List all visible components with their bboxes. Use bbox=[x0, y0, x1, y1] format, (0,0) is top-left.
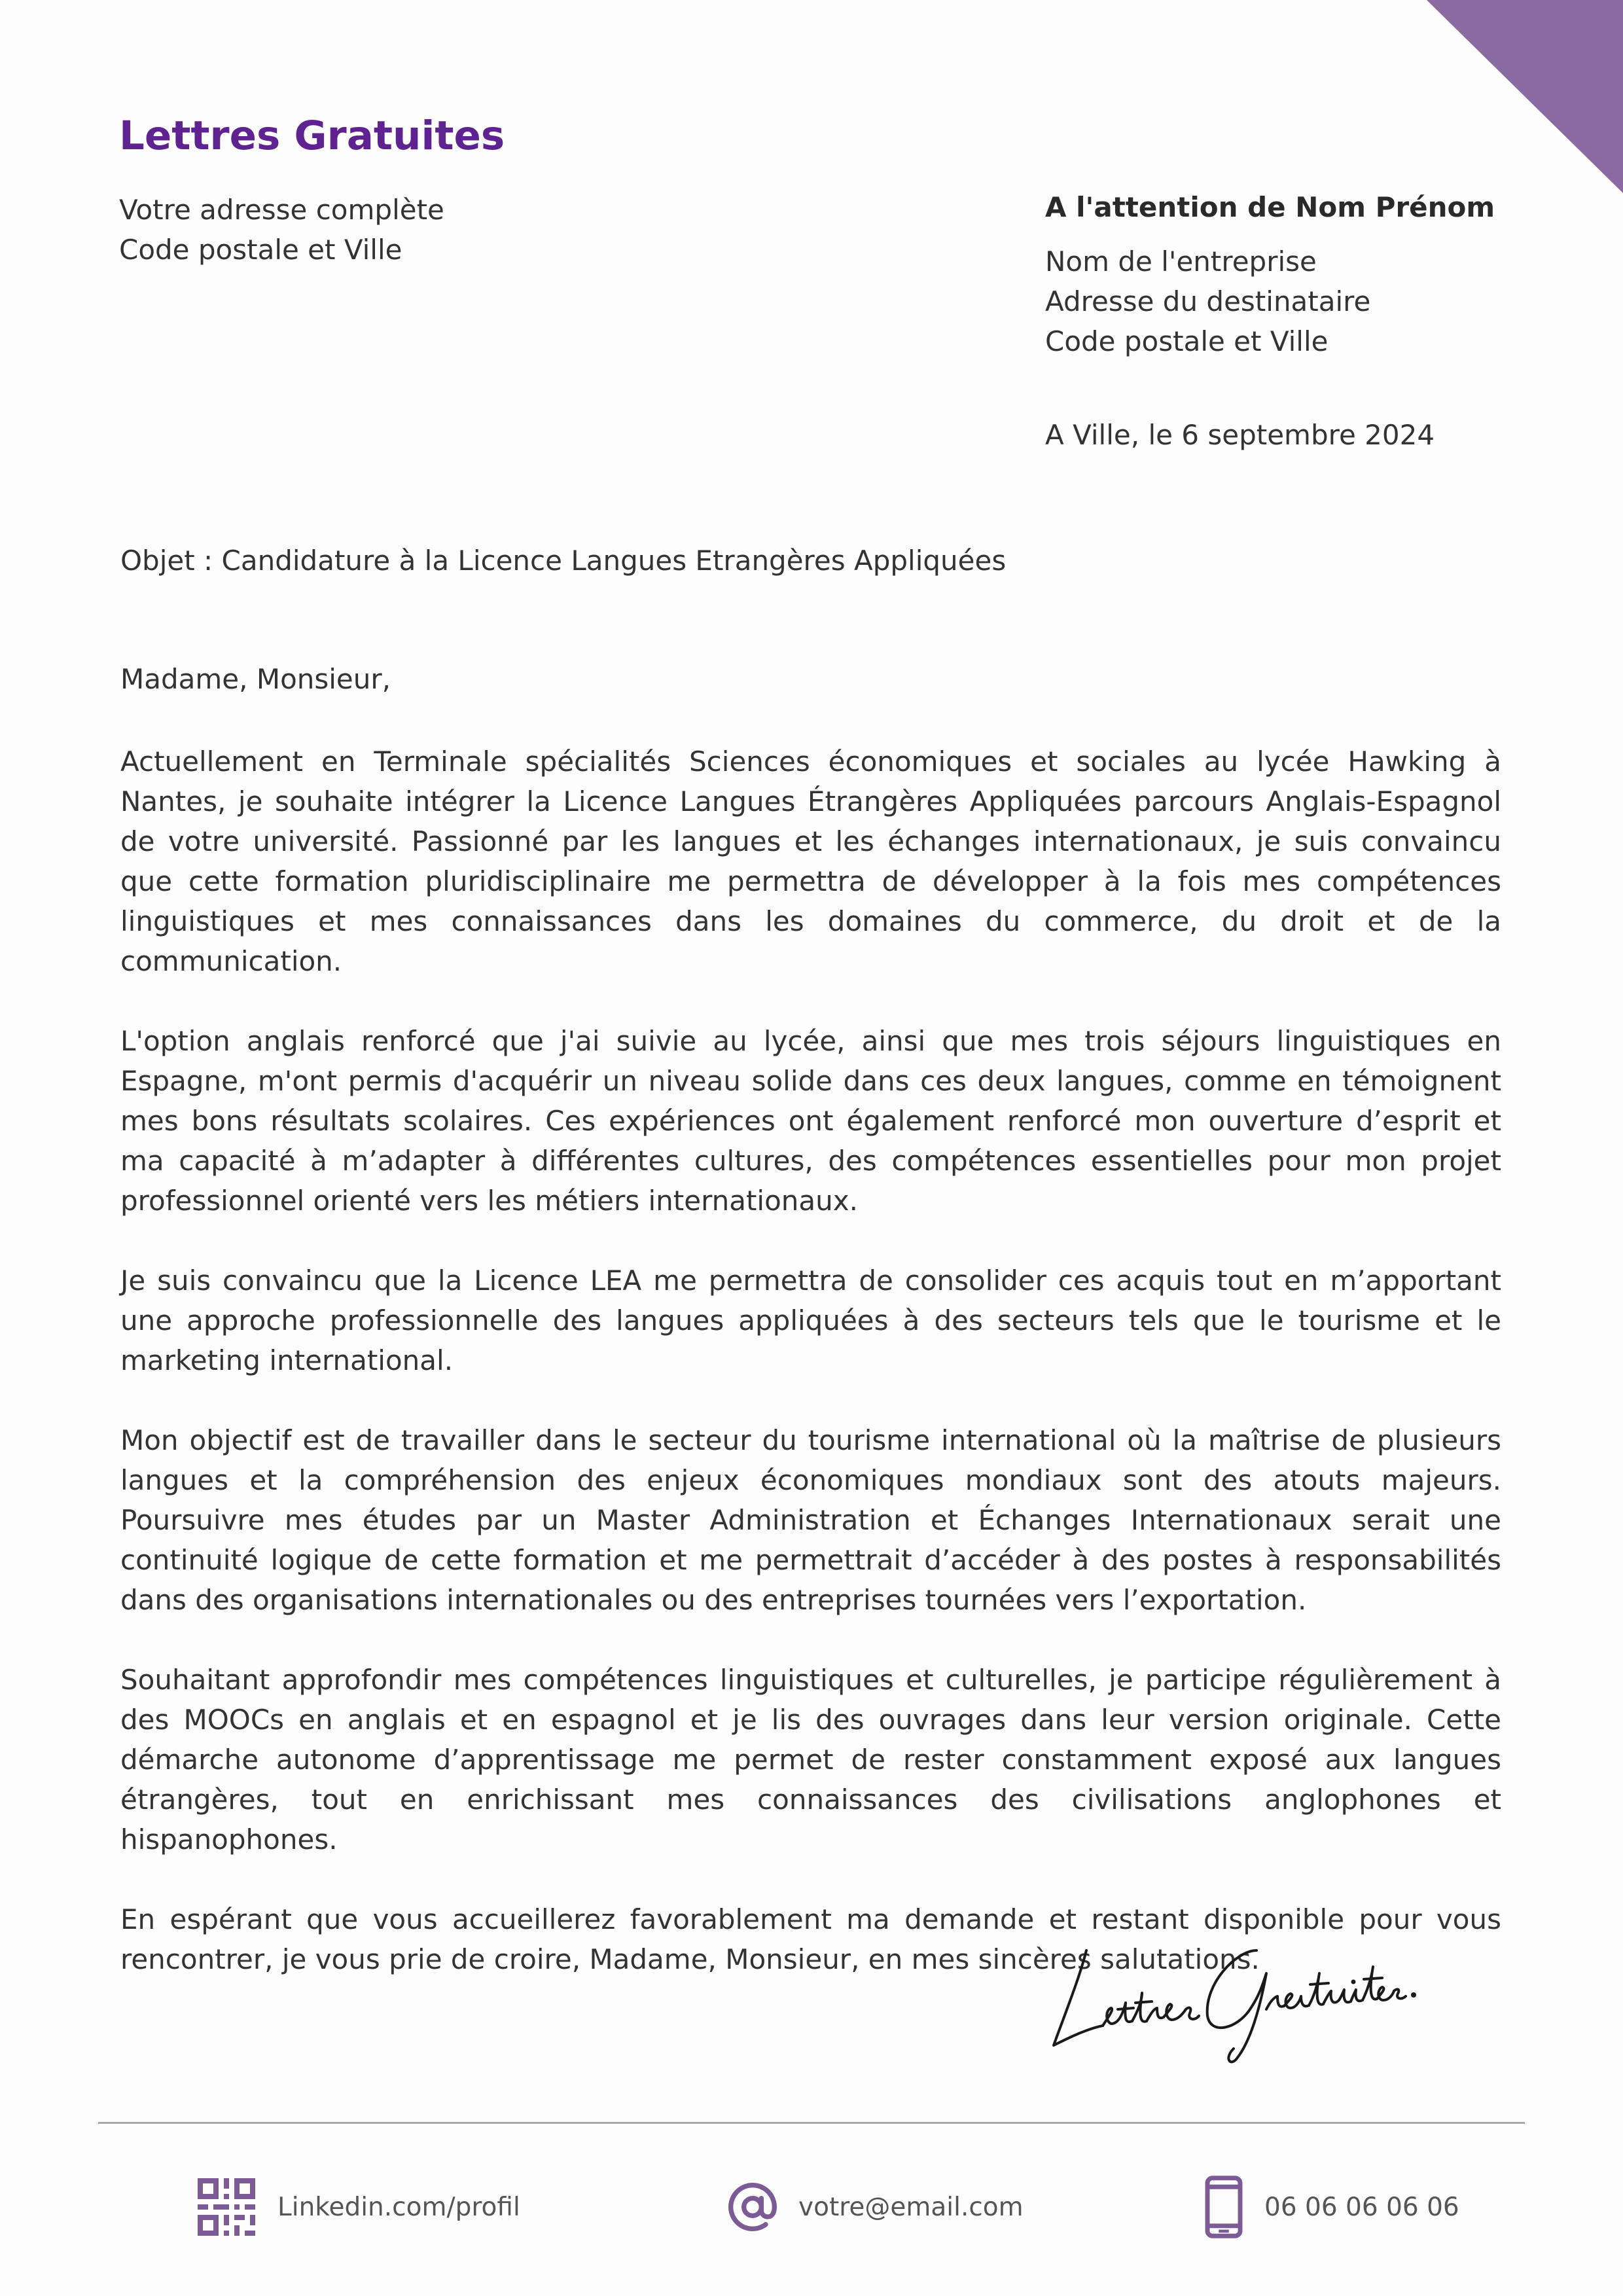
paragraph: Mon objectif est de travailler dans le secteur du tourisme international où la maîtrise de plusieurs langues et la compréhension des enjeux économiques mondiaux sont des atouts majeurs. Poursuivre mes études par un Master Administration et Échanges Internationaux serait une continuité logique de cette formation et me permettrait d’accéder à des postes à responsabilités dans des organisations internationales ou des entreprises tournées vers l’exportation. bbox=[120, 1424, 1501, 1616]
phone-text: 06 06 06 06 06 bbox=[1264, 2192, 1459, 2222]
salutation: Madame, Monsieur, bbox=[120, 663, 391, 695]
sender-name: Lettres Gratuites bbox=[119, 113, 505, 159]
letter-body bbox=[120, 742, 1501, 2019]
recipient-attention: A l'attention de Nom Prénom bbox=[1045, 191, 1495, 223]
paragraph: Actuellement en Terminale spécialités Sciences économiques et sociales au lycée Hawking à Nantes, je souhaite intégrer la Licence Langues Étrangères Appliquées parcours Anglais-Espagnol de votre université. Passionné par les langues et les échanges internationaux, je suis convaincu que cette formation pluridisciplinaire me permettra de développer à la fois mes compétences linguistiques et mes connaissances dans les domaines du commerce, du droit et de la communication. bbox=[120, 745, 1501, 977]
sender-address-line1: Votre adresse complète bbox=[119, 194, 444, 226]
paragraph: En espérant que vous accueillerez favorablement ma demande et restant disponible pour vous rencontrer, je vous prie de croire, Madame, Monsieur, en mes sincères salutations. bbox=[120, 1903, 1501, 1975]
qr-code-icon bbox=[195, 2176, 258, 2238]
at-sign-icon bbox=[726, 2181, 779, 2233]
email-text: votre@email.com bbox=[798, 2192, 1024, 2222]
recipient-block bbox=[1045, 187, 1495, 361]
paragraph: Je suis convaincu que la Licence LEA me permettra de consolider ces acquis tout en m’apportant une approche professionnelle des langues appliquées à des secteurs tels que le tourisme et le marketing international. bbox=[120, 1265, 1501, 1376]
recipient-address: Adresse du destinataire bbox=[1045, 285, 1371, 317]
letter-date: A Ville, le 6 septembre 2024 bbox=[1045, 419, 1435, 451]
smartphone-icon bbox=[1203, 2174, 1245, 2240]
letter-object: Objet : Candidature à la Licence Langues Etrangères Appliquées bbox=[120, 545, 1007, 577]
footer-email[interactable] bbox=[726, 2174, 1024, 2240]
sender-address-line2: Code postale et Ville bbox=[119, 234, 402, 266]
paragraph: Souhaitant approfondir mes compétences linguistiques et culturelles, je participe régulièrement à des MOOCs en anglais et en espagnol et je lis des ouvrages dans leur version originale. Cette démarche autonome d’apprentissage me permet de rester constamment exposé aux langues étrangères, tout en enrichissant mes connaissances des civilisations anglophones et hispanophones. bbox=[120, 1664, 1501, 1856]
recipient-company: Nom de l'entreprise bbox=[1045, 245, 1317, 278]
recipient-city: Code postale et Ville bbox=[1045, 325, 1329, 357]
footer-divider bbox=[98, 2122, 1525, 2124]
sender-address bbox=[119, 190, 444, 270]
paragraph: L'option anglais renforcé que j'ai suivie au lycée, ainsi que mes trois séjours linguistiques en Espagne, m'ont permis d'acquérir un niveau solide dans ces deux langues, comme en témoignent mes bons résultats scolaires. Ces expériences ont également renforcé mon ouverture d’esprit et ma capacité à m’adapter à différentes cultures, des compétences essentielles pour mon projet professionnel orienté vers les métiers internationaux. bbox=[120, 1025, 1501, 1217]
handwritten-signature bbox=[1041, 1911, 1420, 2068]
corner-decoration bbox=[1427, 0, 1623, 193]
linkedin-text: Linkedin.com/profil bbox=[277, 2192, 520, 2222]
footer-phone[interactable] bbox=[1203, 2174, 1459, 2240]
footer-linkedin[interactable] bbox=[195, 2174, 520, 2240]
